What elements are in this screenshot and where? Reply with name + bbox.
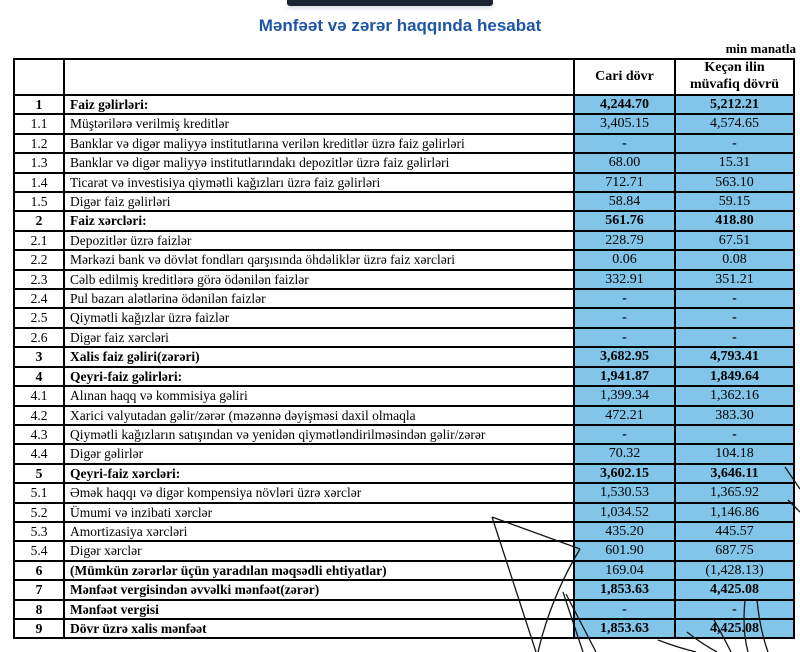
row-current-cell: 4,244.70 [574, 95, 675, 114]
unit-note: min manatla [725, 41, 796, 56]
row-label-cell: Digər gəlirlər [64, 444, 574, 463]
row-label-cell: Mənfəət vergisindən əvvəlki mənfəət(zərər) [64, 580, 574, 599]
report-title: Mənfəət və zərər haqqında hesabat [258, 16, 542, 35]
row-current-cell: 472.21 [574, 406, 675, 425]
row-previous-cell: - [675, 308, 794, 327]
row-previous-cell: 1,365.92 [675, 483, 794, 502]
row-previous-cell: 4,425.08 [675, 580, 794, 599]
row-previous-cell: - [675, 328, 794, 347]
table-row [14, 347, 794, 366]
row-previous-cell: 15.31 [675, 153, 794, 172]
pl-report-table [13, 58, 795, 639]
row-previous-cell: 351.21 [675, 270, 794, 289]
row-current-cell: 712.71 [574, 173, 675, 192]
row-label-cell: Xalis faiz gəliri(zərəri) [64, 347, 574, 366]
row-previous-cell: - [675, 600, 794, 619]
report-table-body [14, 95, 794, 638]
table-row [14, 192, 794, 211]
row-previous-cell: 445.57 [675, 522, 794, 541]
table-row [14, 541, 794, 560]
row-current-cell: 1,853.63 [574, 580, 675, 599]
row-previous-cell: 104.18 [675, 444, 794, 463]
table-row [14, 386, 794, 405]
row-label-cell: Mərkəzi bank və dövlət fondları qarşısında öhdəliklər üzrə faiz xərcləri [64, 250, 574, 269]
row-current-cell: 0.06 [574, 250, 675, 269]
table-row [14, 231, 794, 250]
row-number-cell: 2 [14, 211, 64, 230]
table-row [14, 95, 794, 114]
row-current-cell: 68.00 [574, 153, 675, 172]
table-row [14, 250, 794, 269]
table-row [14, 134, 794, 153]
row-label-cell: Xarici valyutadan gəlir/zərər (məzənnə dəyişməsi daxil olmaqla [64, 406, 574, 425]
row-current-cell: 561.76 [574, 211, 675, 230]
table-row [14, 425, 794, 444]
header-empty-no [14, 59, 64, 95]
row-label-cell: Ticarət və investisiya qiymətli kağızları üzrə faiz gəlirləri [64, 173, 574, 192]
row-number-cell: 2.6 [14, 328, 64, 347]
row-label-cell: Qeyri-faiz xərcləri: [64, 464, 574, 483]
row-number-cell: 4.3 [14, 425, 64, 444]
row-number-cell: 5.2 [14, 503, 64, 522]
row-previous-cell: 4,574.65 [675, 114, 794, 133]
table-row [14, 308, 794, 327]
row-current-cell: - [574, 600, 675, 619]
row-label-cell: Müştərilərə verilmiş kreditlər [64, 114, 574, 133]
row-previous-cell: 5,212.21 [675, 95, 794, 114]
table-row [14, 211, 794, 230]
row-number-cell: 5 [14, 464, 64, 483]
row-current-cell: 1,034.52 [574, 503, 675, 522]
table-row [14, 464, 794, 483]
row-label-cell: Pul bazarı alətlərinə ödənilən faizlər [64, 289, 574, 308]
row-number-cell: 6 [14, 561, 64, 580]
row-number-cell: 4.2 [14, 406, 64, 425]
row-current-cell: 435.20 [574, 522, 675, 541]
row-label-cell: Digər faiz gəlirləri [64, 192, 574, 211]
row-current-cell: 70.32 [574, 444, 675, 463]
row-number-cell: 2.5 [14, 308, 64, 327]
window-edge-bar [287, 0, 493, 6]
row-current-cell: 1,853.63 [574, 619, 675, 638]
row-previous-cell: - [675, 289, 794, 308]
row-previous-cell: 3,646.11 [675, 464, 794, 483]
row-number-cell: 5.3 [14, 522, 64, 541]
row-number-cell: 2.3 [14, 270, 64, 289]
table-row [14, 561, 794, 580]
header-previous-period: Keçən ilin müvafiq dövrü [675, 59, 794, 95]
table-row [14, 367, 794, 386]
row-current-cell: 1,530.53 [574, 483, 675, 502]
table-row [14, 619, 794, 638]
row-current-cell: 1,941.87 [574, 367, 675, 386]
row-label-cell: Əmək haqqı və digər kompensiya növləri üzrə xərclər [64, 483, 574, 502]
table-row [14, 270, 794, 289]
table-row [14, 328, 794, 347]
table-row [14, 173, 794, 192]
row-label-cell: Dövr üzrə xalis mənfəət [64, 619, 574, 638]
row-current-cell: - [574, 308, 675, 327]
row-previous-cell: 59.15 [675, 192, 794, 211]
row-current-cell: 58.84 [574, 192, 675, 211]
row-number-cell: 1.4 [14, 173, 64, 192]
row-previous-cell: - [675, 134, 794, 153]
row-previous-cell: 0.08 [675, 250, 794, 269]
row-previous-cell: 687.75 [675, 541, 794, 560]
row-number-cell: 4 [14, 367, 64, 386]
row-current-cell: 169.04 [574, 561, 675, 580]
row-current-cell: 3,405.15 [574, 114, 675, 133]
row-number-cell: 4.4 [14, 444, 64, 463]
row-number-cell: 4.1 [14, 386, 64, 405]
row-current-cell: 332.91 [574, 270, 675, 289]
row-label-cell: Depozitlər üzrə faizlər [64, 231, 574, 250]
row-number-cell: 2.4 [14, 289, 64, 308]
row-number-cell: 7 [14, 580, 64, 599]
row-label-cell: Mənfəət vergisi [64, 600, 574, 619]
row-number-cell: 1.5 [14, 192, 64, 211]
row-current-cell: 3,682.95 [574, 347, 675, 366]
row-label-cell: Alınan haqq və kommisiya gəliri [64, 386, 574, 405]
row-previous-cell: 67.51 [675, 231, 794, 250]
row-label-cell: Banklar və digər maliyyə institutlarına verilən kreditlər üzrə faiz gəlirləri [64, 134, 574, 153]
table-row [14, 444, 794, 463]
row-previous-cell: 1,146.86 [675, 503, 794, 522]
row-previous-cell: 4,425.08 [675, 619, 794, 638]
row-number-cell: 5.1 [14, 483, 64, 502]
row-label-cell: Ümumi və inzibati xərclər [64, 503, 574, 522]
row-number-cell: 1 [14, 95, 64, 114]
row-label-cell: Banklar və digər maliyyə institutlarındakı depozitlər üzrə faiz gəlirləri [64, 153, 574, 172]
row-previous-cell: 383.30 [675, 406, 794, 425]
row-label-cell: Cəlb edilmiş kreditlərə görə ödənilən faizlər [64, 270, 574, 289]
row-current-cell: - [574, 425, 675, 444]
row-previous-cell: - [675, 425, 794, 444]
row-label-cell: (Mümkün zərərlər üçün yaradılan məqsədli ehtiyatlar) [64, 561, 574, 580]
row-previous-cell: (1,428.13) [675, 561, 794, 580]
table-row [14, 406, 794, 425]
row-current-cell: 3,602.15 [574, 464, 675, 483]
row-label-cell: Faiz gəlirləri: [64, 95, 574, 114]
row-number-cell: 5.4 [14, 541, 64, 560]
row-label-cell: Digər xərclər [64, 541, 574, 560]
row-label-cell: Amortizasiya xərcləri [64, 522, 574, 541]
row-number-cell: 2.2 [14, 250, 64, 269]
row-label-cell: Qiymətli kağızlar üzrə faizlər [64, 308, 574, 327]
row-number-cell: 9 [14, 619, 64, 638]
row-previous-cell: 1,362.16 [675, 386, 794, 405]
row-label-cell: Faiz xərcləri: [64, 211, 574, 230]
row-current-cell: - [574, 289, 675, 308]
row-current-cell: 1,399.34 [574, 386, 675, 405]
row-previous-cell: 418.80 [675, 211, 794, 230]
header-empty-desc [64, 59, 574, 95]
table-row [14, 153, 794, 172]
table-row [14, 580, 794, 599]
row-current-cell: 601.90 [574, 541, 675, 560]
row-number-cell: 3 [14, 347, 64, 366]
row-current-cell: - [574, 328, 675, 347]
row-previous-cell: 4,793.41 [675, 347, 794, 366]
table-row [14, 114, 794, 133]
row-label-cell: Digər faiz xərcləri [64, 328, 574, 347]
row-number-cell: 1.3 [14, 153, 64, 172]
table-row [14, 289, 794, 308]
row-number-cell: 1.2 [14, 134, 64, 153]
table-row [14, 600, 794, 619]
row-current-cell: 228.79 [574, 231, 675, 250]
row-label-cell: Qeyri-faiz gəlirləri: [64, 367, 574, 386]
header-current-period: Cari dövr [574, 59, 675, 95]
row-current-cell: - [574, 134, 675, 153]
row-number-cell: 8 [14, 600, 64, 619]
row-previous-cell: 563.10 [675, 173, 794, 192]
row-number-cell: 2.1 [14, 231, 64, 250]
table-row [14, 522, 794, 541]
header-row [14, 59, 794, 95]
row-label-cell: Qiymətli kağızların satışından və yenidən qiymətləndirilməsindən gəlir/zərər [64, 425, 574, 444]
row-previous-cell: 1,849.64 [675, 367, 794, 386]
table-row [14, 483, 794, 502]
row-number-cell: 1.1 [14, 114, 64, 133]
table-row [14, 503, 794, 522]
